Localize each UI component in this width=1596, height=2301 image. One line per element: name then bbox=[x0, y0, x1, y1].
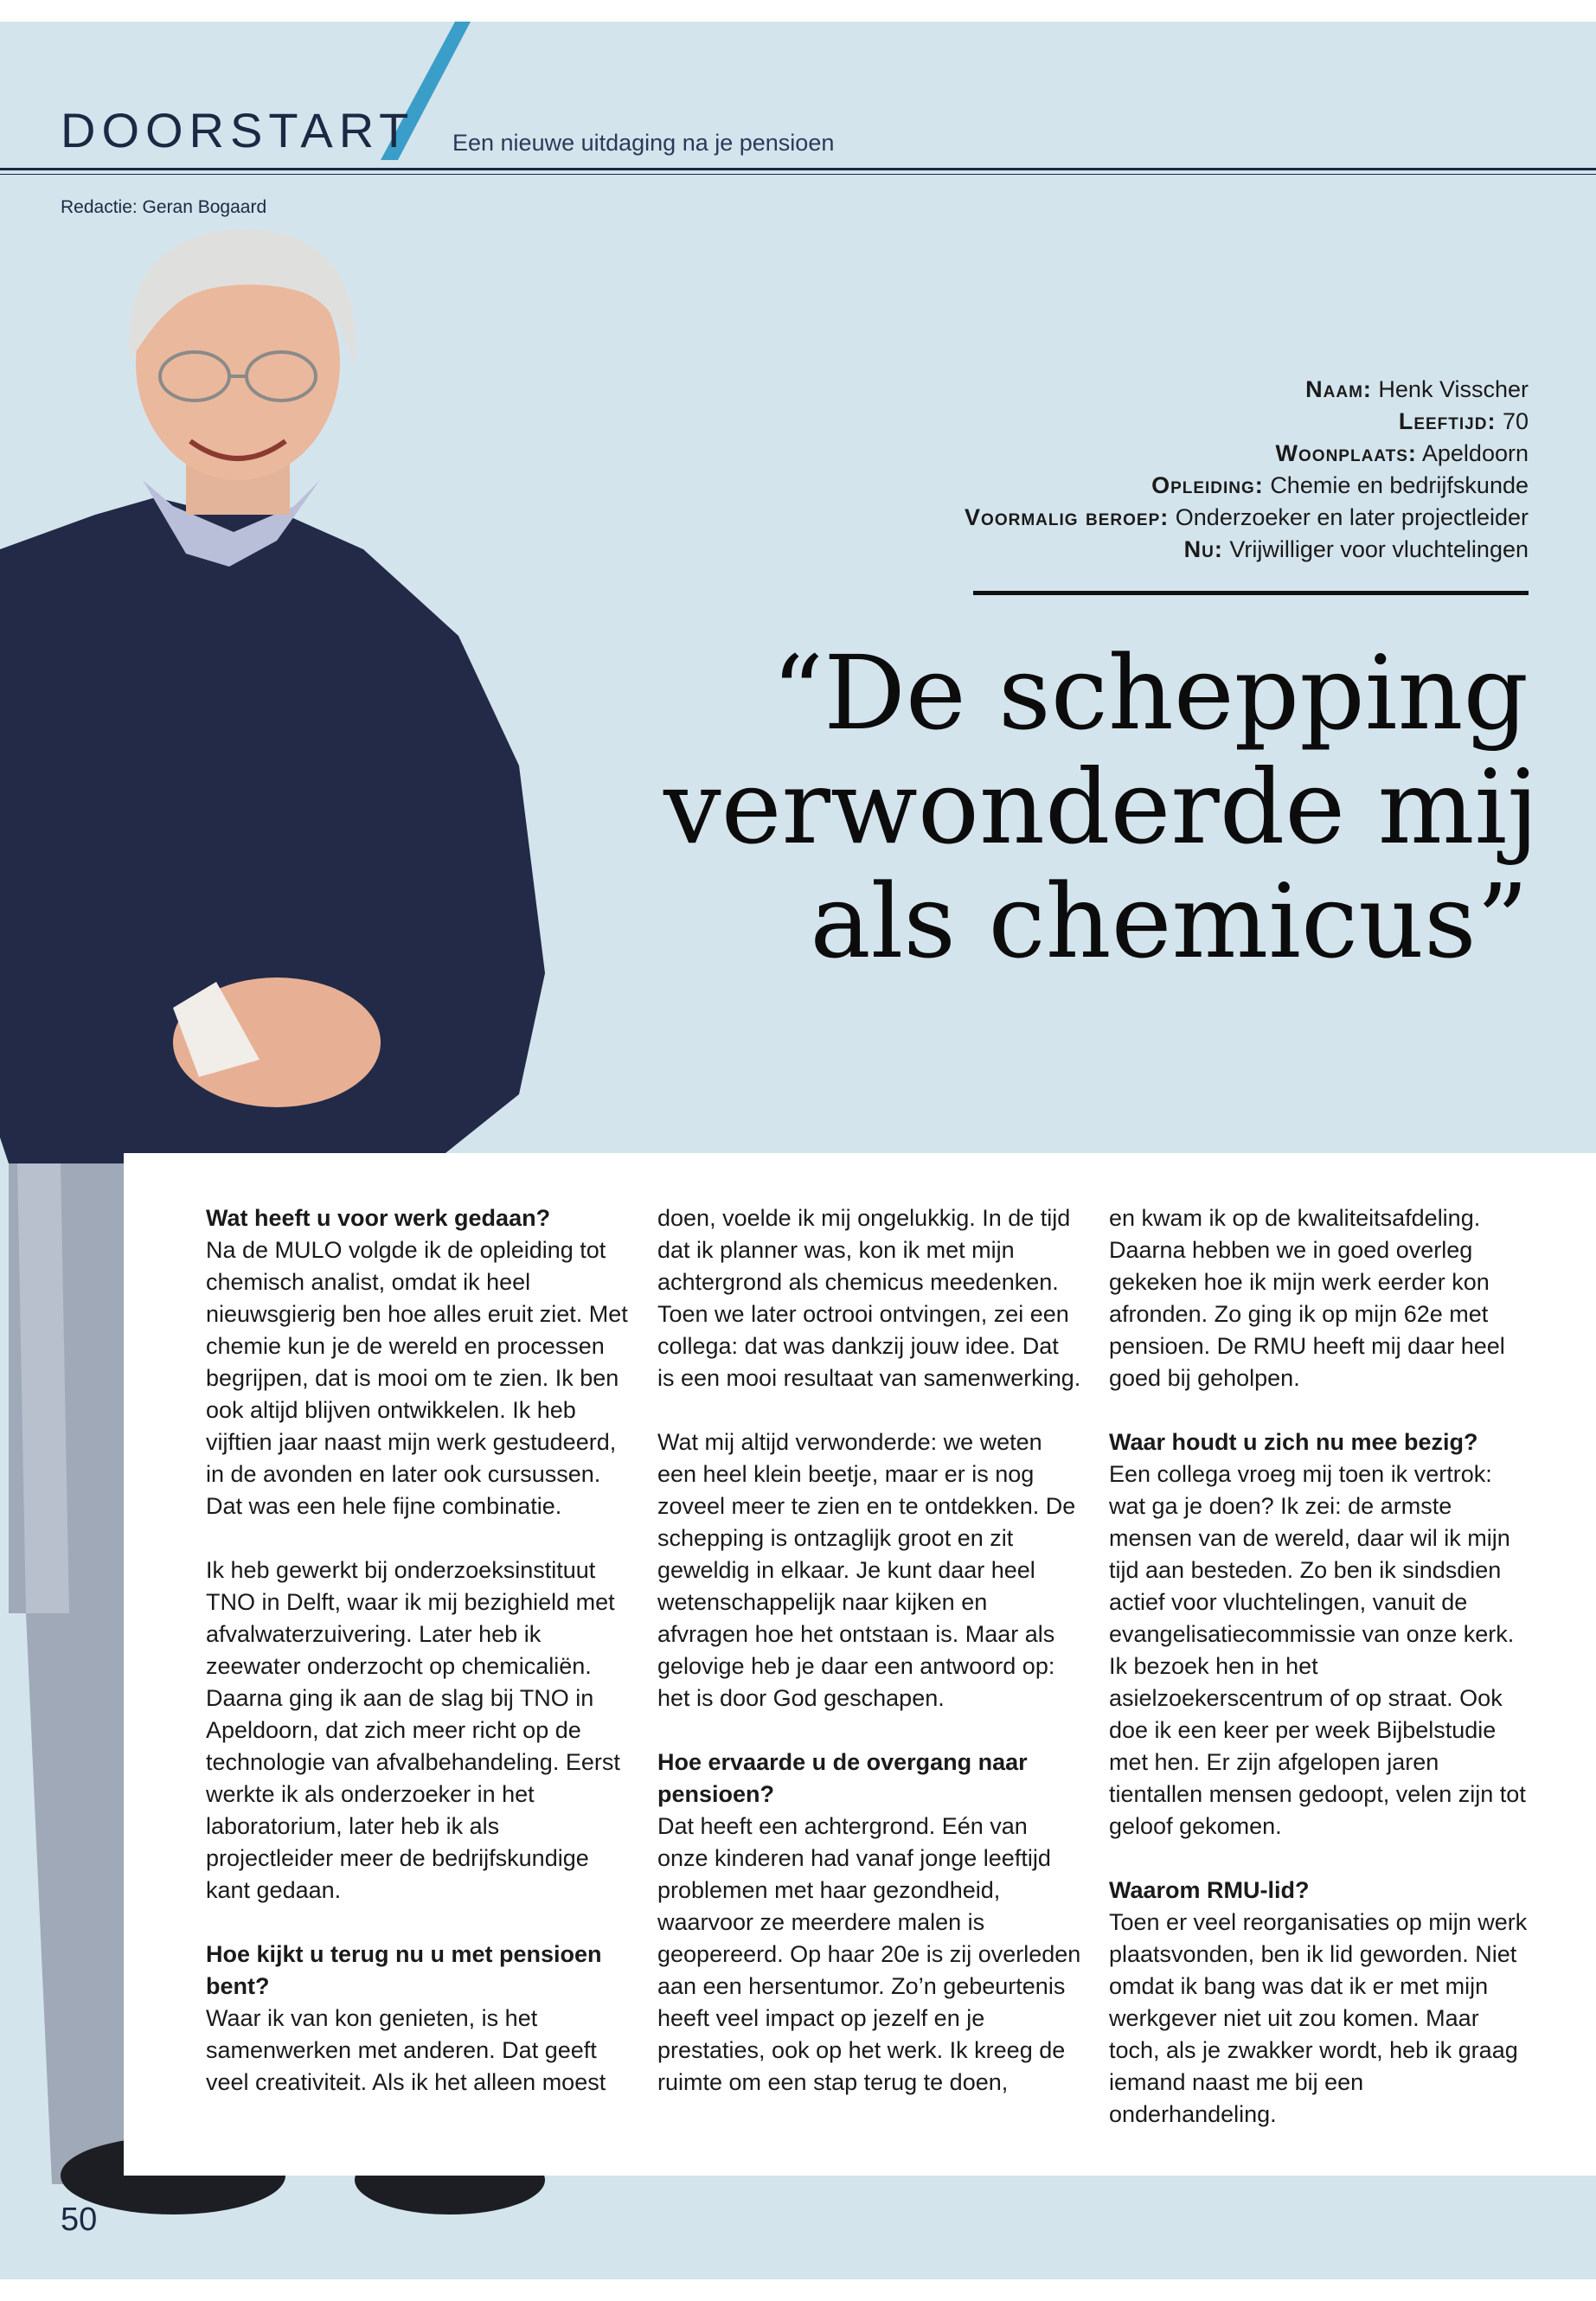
article-column-2 bbox=[657, 1202, 1081, 2131]
fact-value: Vrijwilliger voor vluchtelingen bbox=[1229, 536, 1529, 562]
page-number: 50 bbox=[61, 2202, 98, 2238]
editor-credit: Redactie: Geran Bogaard bbox=[61, 197, 267, 217]
fact-residence bbox=[663, 438, 1529, 470]
article-column-3 bbox=[1109, 1202, 1533, 2163]
paragraph: Ik heb gewerkt bij onderzoeksinstituut TNO in Delft, waar ik mij bezighield met afvalwaterzuivering. Later heb ik zeewater onderzocht op chemicaliën. Daarna ging ik aan de slag bij TNO in Apeldoorn, dat zich meer richt op de technologie van afvalbehandeling. Eerst werkte ik als onderzoeker in het laboratorium, later heb ik als projectleider meer de bedrijfskundige kant gedaan. bbox=[206, 1557, 620, 1903]
fact-value: Henk Visscher bbox=[1378, 376, 1529, 402]
fact-key: Leeftijd: bbox=[1398, 408, 1497, 434]
answer-text: Waar ik van kon genieten, is het samenwerken met anderen. Dat geeft veel creativiteit. Als ik het alleen moest bbox=[206, 2005, 606, 2095]
fact-value: Apeldoorn bbox=[1421, 440, 1529, 466]
fact-key: Woonplaats: bbox=[1275, 440, 1417, 466]
question-paragraph bbox=[206, 1939, 630, 2099]
paragraph: doen, voelde ik mij ongelukkig. In de tijd dat ik planner was, kon ik met mijn achtergrond als chemicus meedenken. Toen we later octrooi ontvingen, zei een collega: dat was dankzij jouw idee. Dat is een mooi resultaat van samenwerking. bbox=[657, 1205, 1081, 1391]
fact-former-job bbox=[663, 502, 1529, 534]
fact-key: Naam: bbox=[1305, 376, 1372, 402]
fact-now bbox=[663, 534, 1529, 566]
headline-line: als chemicus” bbox=[810, 862, 1529, 981]
headline-quote bbox=[663, 633, 1539, 981]
fact-age bbox=[663, 406, 1529, 438]
section-title: DOORSTART bbox=[61, 103, 415, 157]
fact-key: Nu: bbox=[1183, 536, 1223, 562]
article-body bbox=[124, 1153, 1596, 2176]
paragraph: en kwam ik op de kwaliteitsafdeling. Daarna hebben we in goed overleg gekeken hoe ik mijn werk eerder kon afronden. Zo ging ik op mijn 62e met pensioen. De RMU heeft mij daar heel goed bij geholpen. bbox=[1109, 1205, 1505, 1391]
headline-line: “De schepping bbox=[771, 633, 1529, 753]
profile-facts bbox=[663, 374, 1529, 566]
paragraph: Wat mij altijd verwonderde: we weten een heel klein beetje, maar er is nog zoveel meer te zien en te ontdekken. De schepping is ontzaglijk groot en zit geweldig in elkaar. Je kunt daar heel wetenschappelijk naar kijken en afvragen hoe het ontstaan is. Maar als gelovige heb je daar een antwoord op: het is door God geschapen. bbox=[657, 1429, 1076, 1711]
question-heading: Wat heeft u voor werk gedaan? bbox=[206, 1205, 551, 1231]
headline-line: verwonderde mij bbox=[663, 747, 1539, 867]
question-heading: Hoe ervaarde u de overgang naar pensioen? bbox=[657, 1749, 1028, 1807]
fact-name bbox=[663, 374, 1529, 406]
fact-value: Onderzoeker en later projectleider bbox=[1175, 504, 1529, 530]
section-subtitle: Een nieuwe uitdaging na je pensioen bbox=[452, 130, 835, 156]
question-paragraph bbox=[1109, 1875, 1533, 2131]
fact-key: Voormalig beroep: bbox=[965, 504, 1170, 530]
question-heading: Hoe kijkt u terug nu u met pensioen bent? bbox=[206, 1941, 602, 1999]
facts-divider bbox=[973, 591, 1529, 595]
answer-text: Dat heeft een achtergrond. Eén van onze kinderen had vanaf jonge leeftijd problemen met haar gezondheid, waarvoor ze meerdere malen is geopereerd. Op haar 20e is zij overleden aan een hersentumor. Zo’n gebeurtenis heeft veel impact op jezelf en je prestaties, ook op het werk. Ik kreeg de ruimte om een stap terug te doen, bbox=[657, 1813, 1081, 2095]
question-paragraph bbox=[1109, 1426, 1533, 1843]
question-paragraph bbox=[206, 1202, 630, 1522]
fact-education bbox=[663, 470, 1529, 502]
question-heading: Waarom RMU-lid? bbox=[1109, 1877, 1310, 1903]
fact-key: Opleiding: bbox=[1151, 472, 1264, 498]
question-heading: Waar houdt u zich nu mee bezig? bbox=[1109, 1429, 1478, 1455]
question-paragraph bbox=[657, 1747, 1081, 2099]
header-rule bbox=[0, 168, 1596, 170]
answer-text: Toen er veel reorganisaties op mijn werk plaatsvonden, ben ik lid geworden. Niet omdat ik bang was dat ik er met mijn werkgever niet uit zou komen. Maar toch, als je zwakker wordt, heb ik graag iemand naast me bij een onderhandeling. bbox=[1109, 1909, 1528, 2127]
article-column-1 bbox=[206, 1202, 630, 2131]
fact-value: Chemie en bedrijfskunde bbox=[1270, 472, 1529, 498]
header-rule-thin bbox=[0, 174, 1596, 175]
answer-text: Een collega vroeg mij toen ik vertrok: wat ga je doen? Ik zei: de armste mensen van de wereld, daar wil ik mijn tijd aan besteden. Zo ben ik sindsdien actief voor vluchtelingen, vanuit de evangelisatiecommissie van onze kerk. Ik bezoek hen in het asielzoekerscentrum of op straat. Ook doe ik een keer per week Bijbelstudie met hen. Er zijn afgelopen jaren tientallen mensen gedoopt, velen zijn tot geloof gekomen. bbox=[1109, 1461, 1526, 1839]
fact-value: 70 bbox=[1502, 408, 1529, 434]
answer-text: Na de MULO volgde ik de opleiding tot chemisch analist, omdat ik heel nieuwsgierig ben hoe alles eruit ziet. Met chemie kun je de wereld en processen begrijpen, dat is mooi om te zien. Ik ben ook altijd blijven ontwikkelen. Ik heb vijftien jaar naast mijn werk gestudeerd, in de avonden en later ook cursussen. Dat was een hele fijne combinatie. bbox=[206, 1237, 628, 1519]
